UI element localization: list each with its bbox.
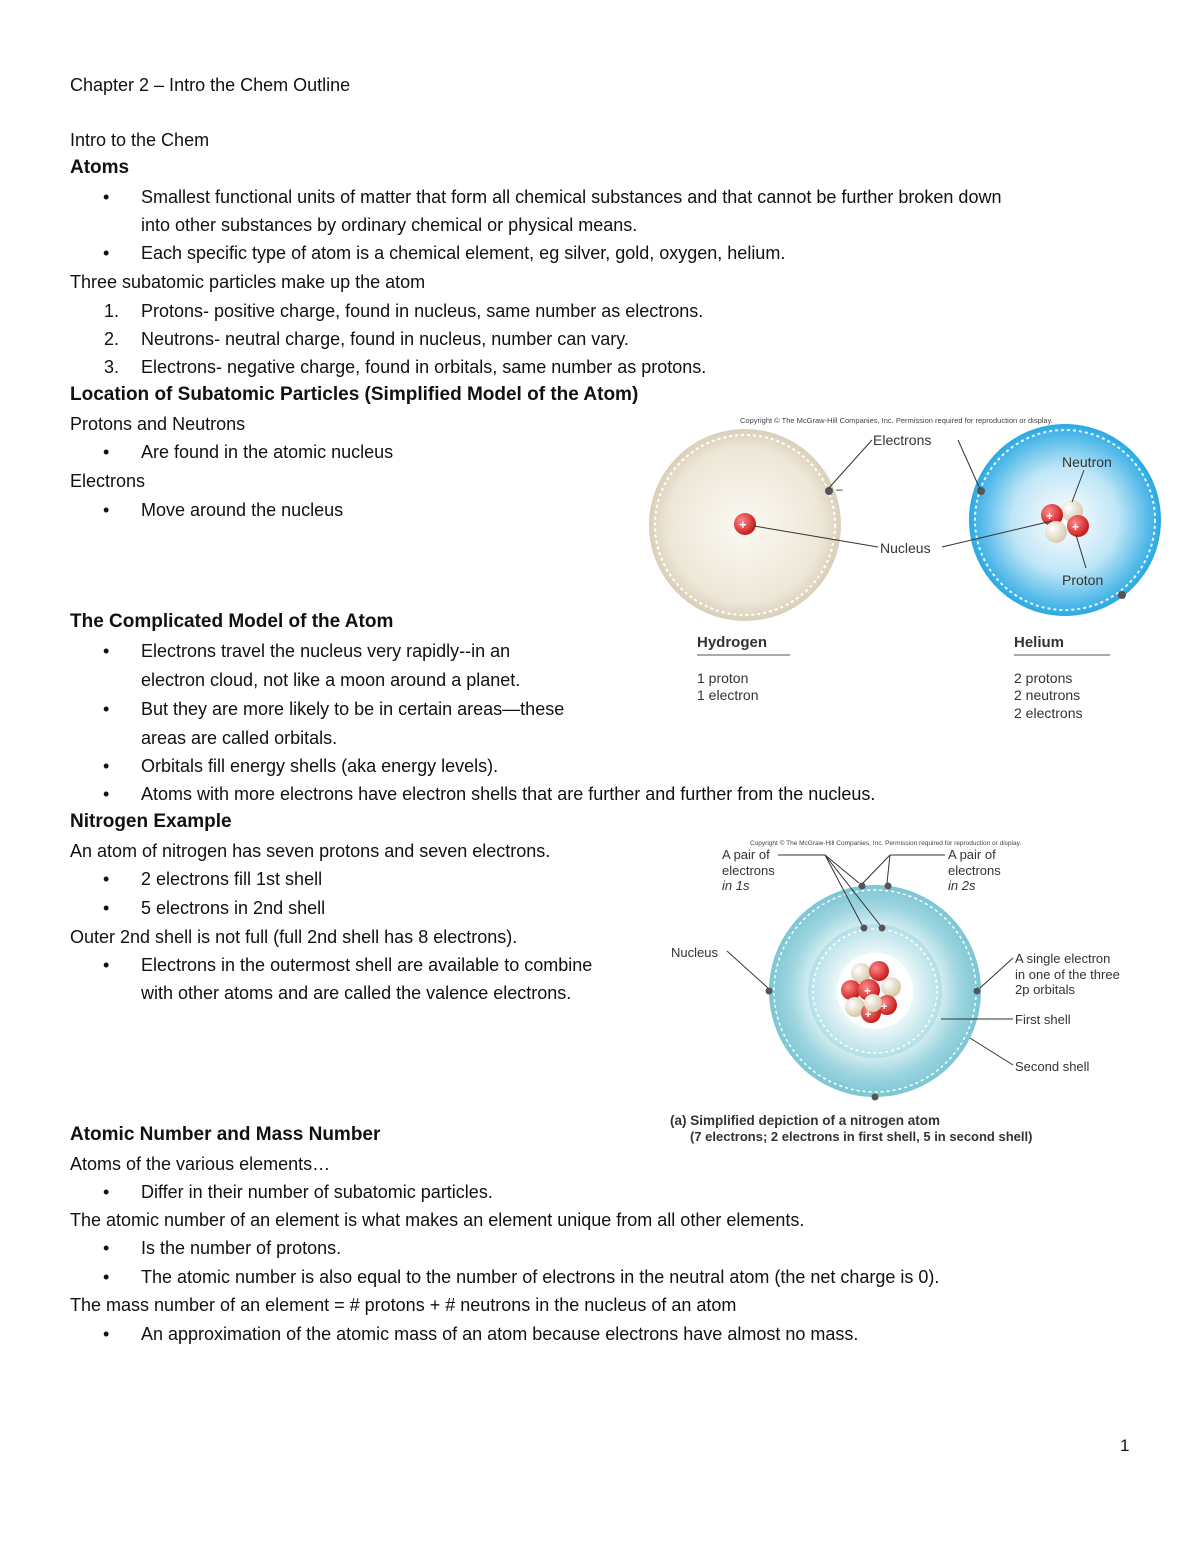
atomic-bullet-2: Is the number of protons. — [141, 1238, 342, 1258]
nitrogen-bullet-3-line-1: Electrons in the outermost shell are available to combine — [141, 955, 593, 975]
figure-caption-line-1: (a) Simplified depiction of a nitrogen atom — [670, 1113, 941, 1128]
nitrogen-outer: Outer 2nd shell is not full (full 2nd shell has 8 electrons). — [70, 927, 518, 947]
nitrogen-bullet-2: 5 electrons in 2nd shell — [141, 898, 326, 918]
helium-neutron — [1045, 521, 1067, 543]
label-proton: Proton — [1062, 572, 1104, 588]
single-electron-line-2: in one of the three — [1015, 967, 1120, 982]
helium-neutrons: 2 neutrons — [1014, 687, 1081, 703]
complicated-bullet-3: Orbitals fill energy shells (aka energy levels). — [141, 756, 499, 776]
atoms-bullet-2: Each specific type of atom is a chemical element, eg silver, gold, oxygen, helium. — [141, 243, 786, 263]
pair-1s-line-1: A pair of — [722, 847, 770, 862]
nitrogen-atom-figure — [665, 833, 1145, 1148]
list-item-electrons: Electrons- negative charge, found in orbitals, same number as protons. — [141, 357, 707, 377]
bullet-icon: • — [103, 699, 110, 719]
intro-line: Intro to the Chem — [70, 130, 210, 150]
bullet-icon: • — [103, 955, 110, 975]
list-item-protons: Protons- positive charge, found in nucleus, same number as electrons. — [141, 301, 704, 321]
heading-location: Location of Subatomic Particles (Simplified Model of the Atom) — [70, 384, 639, 405]
atomic-bullet-1: Differ in their number of subatomic particles. — [141, 1182, 493, 1202]
single-electron-line-3: 2p orbitals — [1015, 982, 1075, 997]
atoms-bullet-1-line-1: Smallest functional units of matter that form all chemical substances and that cannot be further broken down — [141, 187, 1002, 207]
svg-text:+: + — [864, 984, 872, 998]
bullet-icon: • — [103, 641, 110, 661]
plus-icon: + — [1046, 509, 1054, 523]
pair-2s-line-2: electrons — [948, 863, 1001, 878]
label-electrons: Electrons — [873, 432, 932, 448]
helium-protons: 2 protons — [1014, 670, 1073, 686]
hydrogen-electrons: 1 electron — [697, 687, 759, 703]
bullet-icon: • — [103, 500, 110, 520]
bullet-icon: • — [103, 869, 110, 889]
bullet-icon: • — [103, 784, 110, 804]
figure-copyright: Copyright © The McGraw-Hill Companies, Inc. Permission required for reproduction or display. — [740, 416, 1053, 425]
atomic-definition: The atomic number of an element is what makes an element unique from all other elements. — [70, 1210, 805, 1230]
list-item-neutrons: Neutrons- neutral charge, found in nucleus, number can vary. — [141, 329, 629, 349]
mass-number-definition: The mass number of an element = # protons + # neutrons in the nucleus of an atom — [70, 1295, 737, 1315]
bullet-icon: • — [103, 898, 110, 918]
bullet-icon: • — [103, 1324, 110, 1344]
label-first-shell: First shell — [1015, 1012, 1071, 1027]
list-number: 2. — [104, 329, 120, 349]
complicated-bullet-1-line-1: Electrons travel the nucleus very rapidly--in an — [141, 641, 511, 661]
atomic-bullet-3: The atomic number is also equal to the number of electrons in the neutral atom (the net charge is 0). — [141, 1267, 940, 1287]
nitrogen-bullet-1: 2 electrons fill 1st shell — [141, 869, 323, 889]
pair-1s-line-3: in 1s — [722, 878, 750, 893]
bullet-icon: • — [103, 243, 110, 263]
label-second-shell: Second shell — [1015, 1059, 1090, 1074]
helium-electrons: 2 electrons — [1014, 705, 1083, 721]
figure-caption-line-2: (7 electrons; 2 electrons in first shell, 5 in second shell) — [690, 1129, 1033, 1144]
nitrogen-intro: An atom of nitrogen has seven protons and seven electrons. — [70, 841, 551, 861]
pair-1s-line-2: electrons — [722, 863, 775, 878]
atomic-intro: Atoms of the various elements… — [70, 1154, 331, 1174]
plus-icon: + — [739, 517, 747, 532]
single-electron-line-1: A single electron — [1015, 951, 1111, 966]
atomic-bullet-4: An approximation of the atomic mass of an atom because electrons have almost no mass. — [141, 1324, 859, 1344]
minus-icon: – — [836, 482, 843, 496]
list-number: 3. — [104, 357, 120, 377]
figure-copyright: Copyright © The McGraw-Hill Companies, Inc. Permission required for reproduction or display. — [750, 840, 1022, 847]
bullet-icon: • — [103, 442, 110, 462]
svg-text:+: + — [865, 1009, 872, 1021]
label-nucleus: Nucleus — [880, 540, 931, 556]
el-bullet: Move around the nucleus — [141, 500, 344, 520]
bullet-icon: • — [103, 187, 110, 207]
helium-electron — [1118, 591, 1126, 599]
svg-text:+: + — [881, 1001, 888, 1013]
heading-complicated-model: The Complicated Model of the Atom — [70, 611, 394, 632]
bullet-icon: • — [103, 1238, 110, 1258]
hydrogen-title: Hydrogen — [697, 634, 768, 651]
plus-icon: + — [1072, 520, 1080, 534]
heading-nitrogen: Nitrogen Example — [70, 811, 232, 832]
list-number: 1. — [104, 301, 120, 321]
pair-2s-line-1: A pair of — [948, 847, 996, 862]
complicated-bullet-2-line-1: But they are more likely to be in certain areas—these — [141, 699, 565, 719]
atoms-bullet-1-line-2: into other substances by ordinary chemical or physical means. — [141, 215, 638, 235]
pair-2s-line-3: in 2s — [948, 878, 976, 893]
hydrogen-protons: 1 proton — [697, 670, 749, 686]
label-neutron: Neutron — [1062, 454, 1112, 470]
pn-bullet: Are found in the atomic nucleus — [141, 442, 394, 462]
nitrogen-bullet-3-line-2: with other atoms and are called the valence electrons. — [141, 983, 572, 1003]
electrons-label: Electrons — [70, 471, 146, 491]
complicated-bullet-2-line-2: areas are called orbitals. — [141, 728, 338, 748]
subatomic-intro: Three subatomic particles make up the atom — [70, 272, 426, 292]
bullet-icon: • — [103, 1182, 110, 1202]
complicated-bullet-4: Atoms with more electrons have electron shells that are further and further from the nucleus. — [141, 784, 876, 804]
helium-title: Helium — [1014, 634, 1065, 651]
hydrogen-helium-figure — [640, 405, 1170, 730]
helium-electron — [977, 487, 985, 495]
bullet-icon: • — [103, 1267, 110, 1287]
bullet-icon: • — [103, 756, 110, 776]
complicated-bullet-1-line-2: electron cloud, not like a moon around a planet. — [141, 670, 521, 690]
page-number: 1 — [1120, 1436, 1130, 1455]
protons-neutrons-label: Protons and Neutrons — [70, 414, 246, 434]
heading-atomic-number: Atomic Number and Mass Number — [70, 1124, 381, 1145]
label-nucleus: Nucleus — [671, 945, 718, 960]
document-title: Chapter 2 – Intro the Chem Outline — [70, 75, 351, 95]
heading-atoms: Atoms — [70, 157, 130, 178]
